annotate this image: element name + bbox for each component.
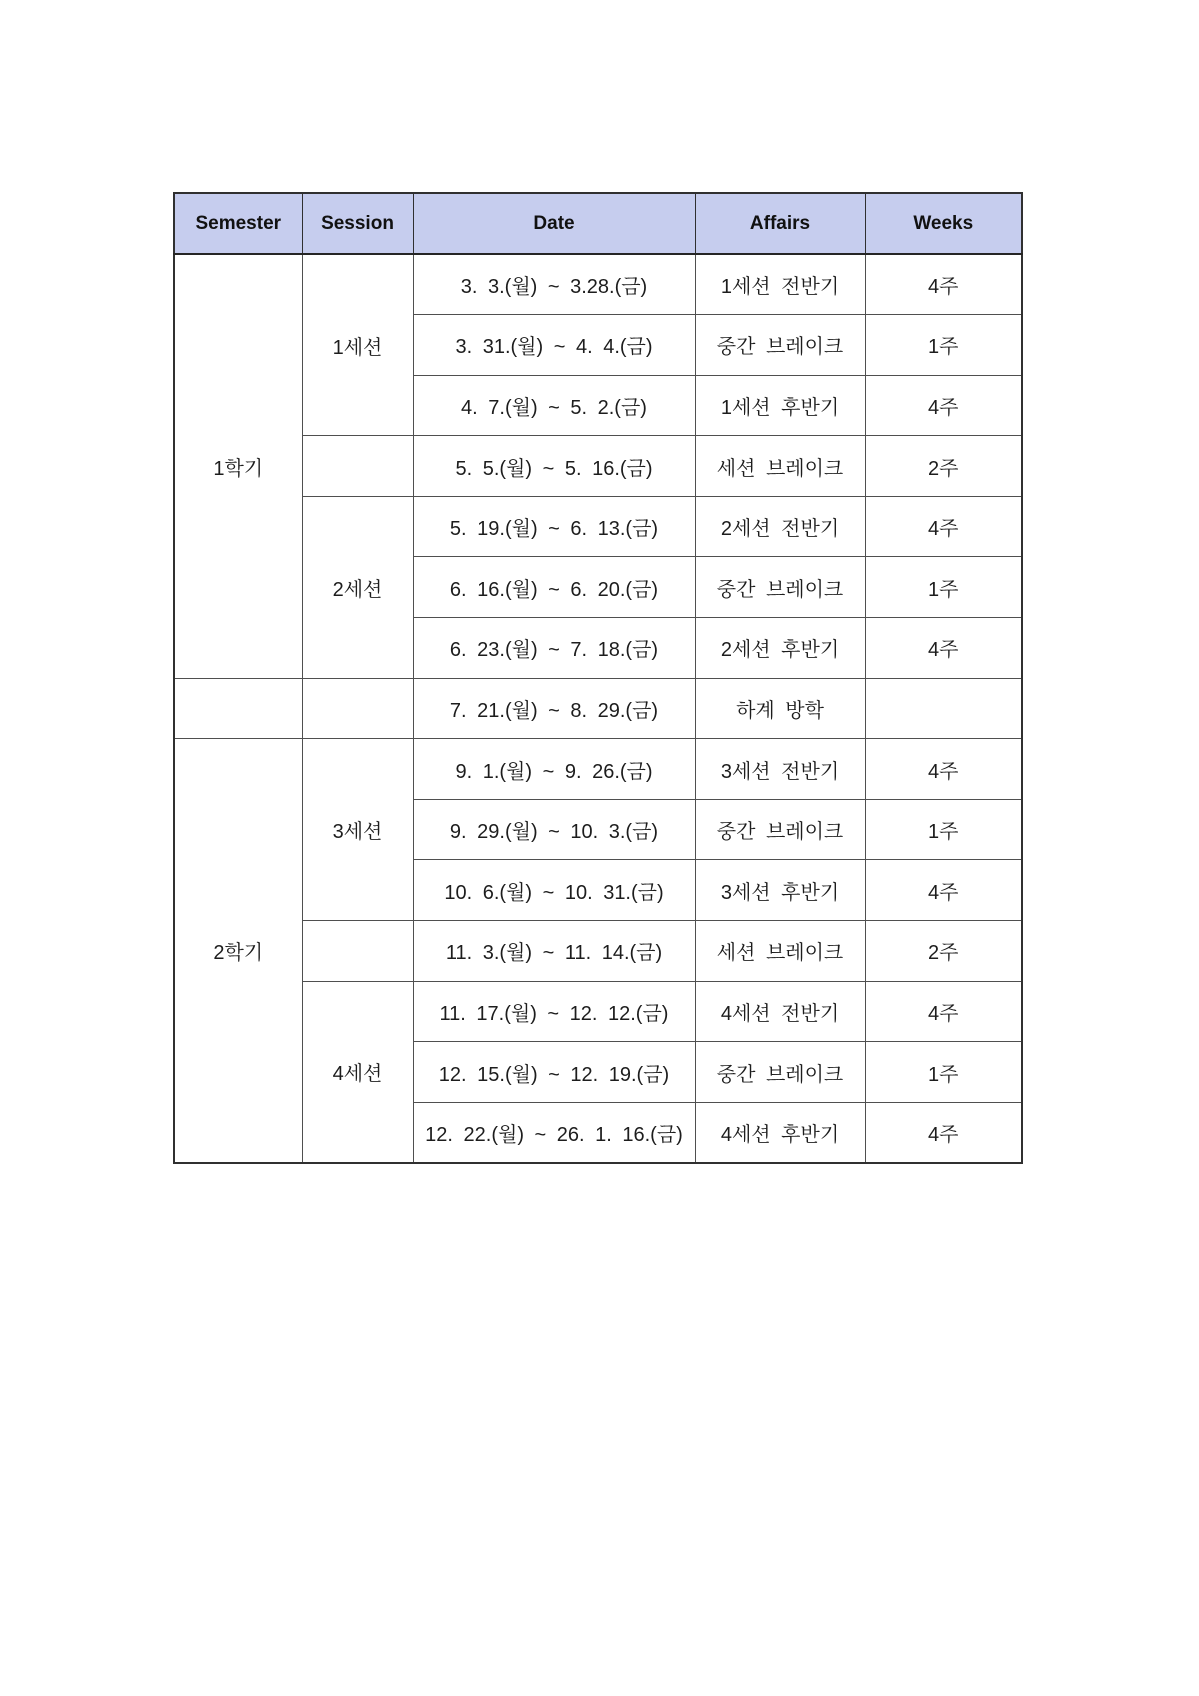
affairs-cell: 1세션 후반기 (695, 375, 865, 436)
date-cell: 9. 1.(월) ~ 9. 26.(금) (413, 739, 695, 800)
date-cell: 6. 16.(월) ~ 6. 20.(금) (413, 557, 695, 618)
affairs-cell: 중간 브레이크 (695, 315, 865, 376)
table-row (174, 436, 1022, 497)
table-row (174, 921, 1022, 982)
date-cell: 11. 3.(월) ~ 11. 14.(금) (413, 921, 695, 982)
date-cell: 10. 6.(월) ~ 10. 31.(금) (413, 860, 695, 921)
session-cell-empty (302, 678, 413, 739)
date-cell: 5. 5.(월) ~ 5. 16.(금) (413, 436, 695, 497)
affairs-cell: 4세션 후반기 (695, 1102, 865, 1163)
table-row (174, 254, 1022, 315)
session-cell: 2세션 (302, 496, 413, 678)
date-cell: 3. 31.(월) ~ 4. 4.(금) (413, 315, 695, 376)
header-date: Date (413, 193, 695, 254)
weeks-cell: 4주 (865, 1102, 1022, 1163)
affairs-cell: 중간 브레이크 (695, 1042, 865, 1103)
table-row (174, 739, 1022, 800)
weeks-cell: 4주 (865, 254, 1022, 315)
weeks-cell: 4주 (865, 981, 1022, 1042)
affairs-cell: 중간 브레이크 (695, 799, 865, 860)
affairs-cell: 하계 방학 (695, 678, 865, 739)
weeks-cell: 4주 (865, 496, 1022, 557)
table-row (174, 678, 1022, 739)
date-cell: 9. 29.(월) ~ 10. 3.(금) (413, 799, 695, 860)
affairs-cell: 2세션 후반기 (695, 618, 865, 679)
session-cell: 3세션 (302, 739, 413, 921)
session-cell-empty (302, 921, 413, 982)
affairs-cell: 1세션 전반기 (695, 254, 865, 315)
affairs-cell: 4세션 전반기 (695, 981, 865, 1042)
affairs-cell: 2세션 전반기 (695, 496, 865, 557)
date-cell: 6. 23.(월) ~ 7. 18.(금) (413, 618, 695, 679)
academic-calendar-table (173, 192, 1023, 1164)
date-cell: 12. 22.(월) ~ 26. 1. 16.(금) (413, 1102, 695, 1163)
date-cell: 5. 19.(월) ~ 6. 13.(금) (413, 496, 695, 557)
table-row (174, 496, 1022, 557)
session-cell-empty (302, 436, 413, 497)
weeks-cell: 4주 (865, 375, 1022, 436)
weeks-cell: 4주 (865, 618, 1022, 679)
date-cell: 7. 21.(월) ~ 8. 29.(금) (413, 678, 695, 739)
weeks-cell: 1주 (865, 315, 1022, 376)
affairs-cell: 중간 브레이크 (695, 557, 865, 618)
weeks-cell: 1주 (865, 799, 1022, 860)
weeks-cell: 2주 (865, 436, 1022, 497)
semester-cell: 1학기 (174, 254, 302, 678)
weeks-cell: 4주 (865, 860, 1022, 921)
date-cell: 12. 15.(월) ~ 12. 19.(금) (413, 1042, 695, 1103)
weeks-cell: 1주 (865, 1042, 1022, 1103)
header-row (174, 193, 1022, 254)
weeks-cell (865, 678, 1022, 739)
weeks-cell: 2주 (865, 921, 1022, 982)
table-row (174, 981, 1022, 1042)
header-affairs: Affairs (695, 193, 865, 254)
session-cell: 1세션 (302, 254, 413, 436)
weeks-cell: 4주 (865, 739, 1022, 800)
header-semester: Semester (174, 193, 302, 254)
weeks-cell: 1주 (865, 557, 1022, 618)
header-session: Session (302, 193, 413, 254)
header-weeks: Weeks (865, 193, 1022, 254)
date-cell: 11. 17.(월) ~ 12. 12.(금) (413, 981, 695, 1042)
semester-cell: 2학기 (174, 739, 302, 1163)
affairs-cell: 세션 브레이크 (695, 921, 865, 982)
affairs-cell: 세션 브레이크 (695, 436, 865, 497)
date-cell: 3. 3.(월) ~ 3.28.(금) (413, 254, 695, 315)
affairs-cell: 3세션 후반기 (695, 860, 865, 921)
date-cell: 4. 7.(월) ~ 5. 2.(금) (413, 375, 695, 436)
affairs-cell: 3세션 전반기 (695, 739, 865, 800)
session-cell: 4세션 (302, 981, 413, 1163)
semester-cell-empty (174, 678, 302, 739)
